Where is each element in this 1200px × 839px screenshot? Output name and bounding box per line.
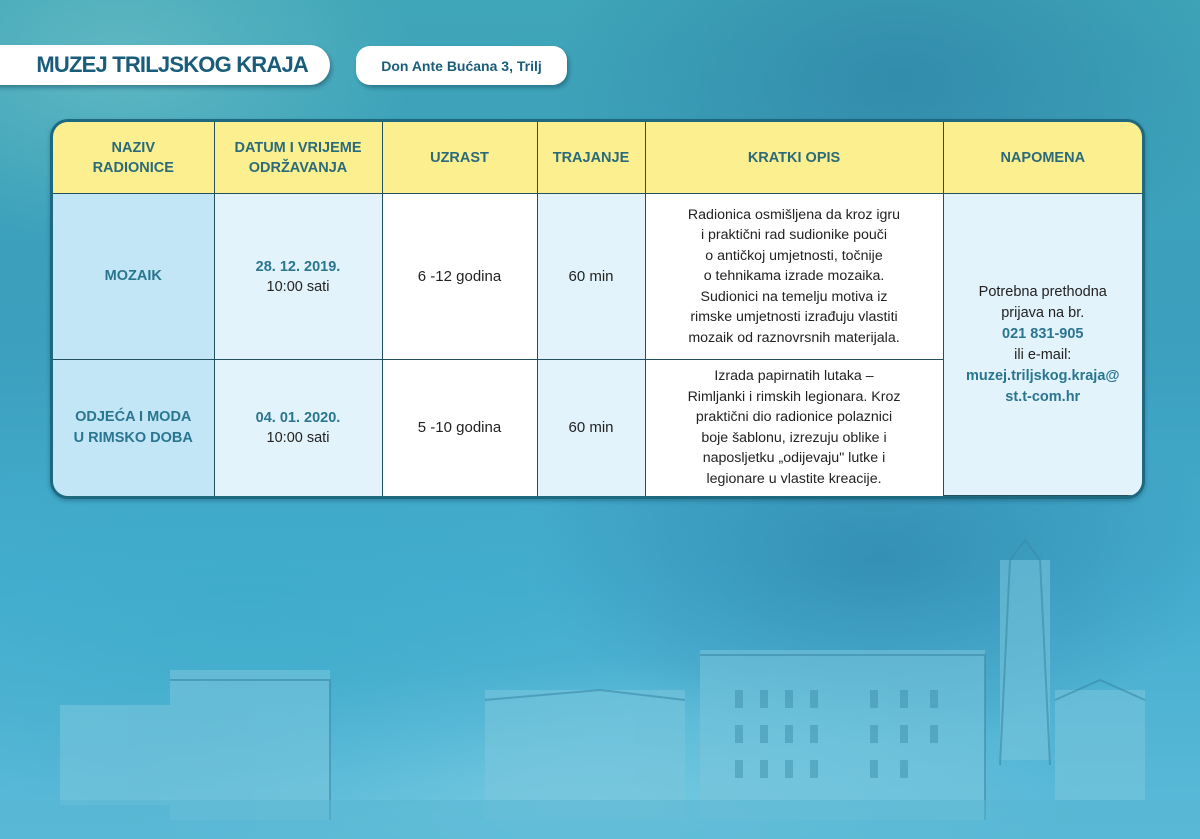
museum-address: Don Ante Bućana 3, Trilj <box>381 57 542 74</box>
column-header-age: UZRAST <box>382 122 537 194</box>
museum-title: MUZEJ TRILJSKOG KRAJA <box>36 52 308 77</box>
workshop-table <box>50 119 1145 499</box>
column-header-duration: TRAJANJE <box>537 122 645 194</box>
email-link-part1[interactable]: muzej.triljskog.kraja@ <box>965 367 1120 384</box>
description-cell: Radionica osmišljena da kroz igru i praktični rad sudionike pouči o antičkoj umjetnosti, točnije o tehnikama izrade mozaika. Sudionici na temelju motiva iz rimske umjetnosti izrađuju vlastiti mozaik od raznovrsnih materijala. <box>645 194 943 360</box>
duration-cell: 60 min <box>537 194 645 360</box>
workshop-name-cell: ODJEĆA I MODA U RIMSKO DOBA <box>53 360 214 496</box>
column-header-date: DATUM I VRIJEME ODRŽAVANJA <box>214 122 382 194</box>
note-cell: Potrebna prethodna prijava na br. 021 831-905 ili e-mail: muzej.triljskog.kraja@ st.t-com.hr <box>943 194 1142 496</box>
table-row <box>53 194 1142 360</box>
museum-title-banner <box>0 45 330 85</box>
age-cell: 5 -10 godina <box>382 360 537 496</box>
duration-cell: 60 min <box>537 360 645 496</box>
workshop-time: 10:00 sati <box>266 278 330 295</box>
table-header-row <box>53 122 1142 194</box>
workshop-date: 04. 01. 2020. <box>255 409 341 426</box>
workshop-time: 10:00 sati <box>266 429 330 446</box>
workshop-name-cell: MOZAIK <box>53 194 214 360</box>
email-link-part2[interactable]: st.t-com.hr <box>1005 388 1081 405</box>
address-banner <box>356 46 567 85</box>
column-header-name: NAZIV RADIONICE <box>53 122 214 194</box>
town-illustration <box>0 520 1200 839</box>
age-cell: 6 -12 godina <box>382 194 537 360</box>
column-header-note: NAPOMENA <box>943 122 1142 194</box>
workshop-date: 28. 12. 2019. <box>255 258 341 275</box>
phone-number[interactable]: 021 831-905 <box>1002 325 1084 342</box>
date-time-cell <box>214 360 382 496</box>
date-time-cell <box>214 194 382 360</box>
column-header-description: KRATKI OPIS <box>645 122 943 194</box>
description-cell: Izrada papirnatih lutaka – Rimljanki i rimskih legionara. Kroz praktični dio radionice polaznici boje šablonu, izrezuju oblike i naposljetku „odijevaju" lutke i legionare u vlastite kreacije. <box>645 360 943 496</box>
